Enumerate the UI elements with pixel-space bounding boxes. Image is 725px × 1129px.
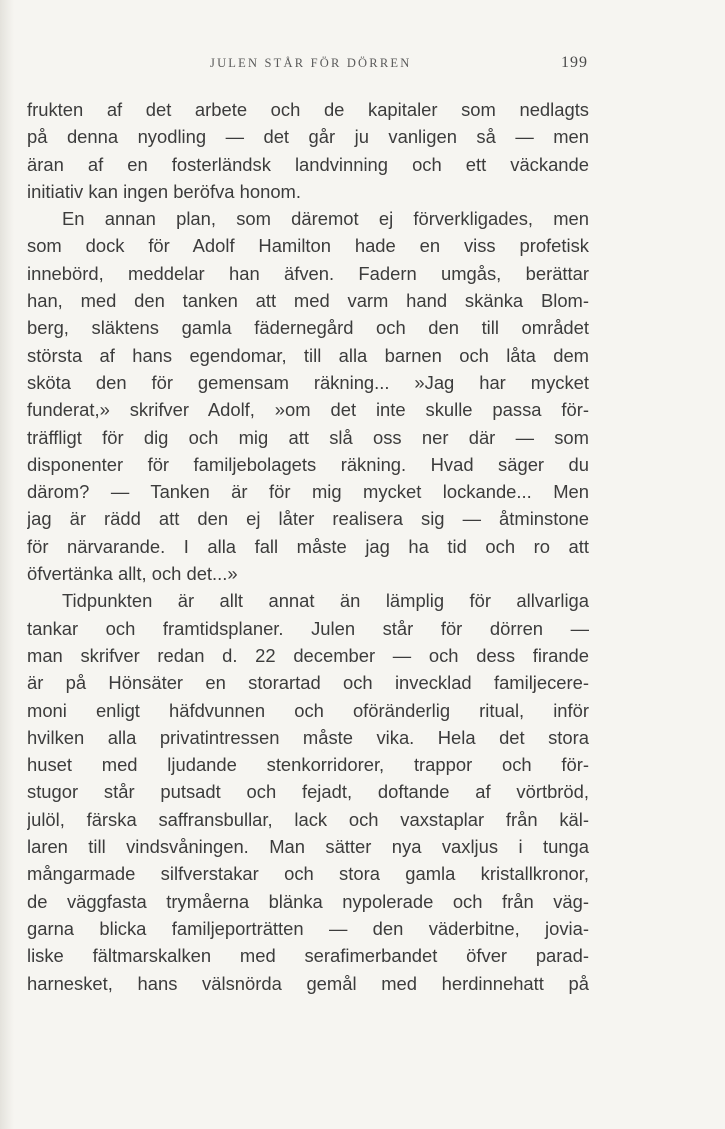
text-line: för närvarande. I alla fall måste jag ha tid och ro att xyxy=(27,535,589,557)
text-line: han, med den tanken att med varm hand skänka Blom- xyxy=(27,290,589,312)
text-line: laren till vindsvåningen. Man sätter nya vaxljus i tunga xyxy=(27,836,589,858)
page-gutter-shadow xyxy=(0,0,14,1129)
page-header xyxy=(0,56,725,80)
text-line: disponenter för familjebolagets räkning. Hvad säger du xyxy=(27,453,589,475)
text-line: mångarmade silfverstakar och stora gamla kristallkronor, xyxy=(27,863,589,885)
text-line: sköta den för gemensam räkning... »Jag har mycket xyxy=(27,371,589,393)
text-line: funderat,» skrifver Adolf, »om det inte skulle passa för- xyxy=(27,399,589,421)
text-line: huset med ljudande stenkorridorer, trappor och för- xyxy=(27,754,589,776)
text-line: största af hans egendomar, till alla barnen och låta dem xyxy=(27,344,589,366)
text-line: därom? — Tanken är för mig mycket lockande... Men xyxy=(27,481,589,503)
text-line: julöl, färska saffransbullar, lack och vaxstaplar från käl- xyxy=(27,808,589,830)
text-line: initiativ kan ingen beröfva honom. xyxy=(27,180,301,202)
body-text xyxy=(27,96,589,997)
text-line: öfvertänka allt, och det...» xyxy=(27,563,238,585)
text-line: på denna nyodling — det går ju vanligen så — men xyxy=(27,126,589,148)
text-line: träffligt för dig och mig att slå oss ner där — som xyxy=(27,426,589,448)
text-line: man skrifver redan d. 22 december — och dess firande xyxy=(27,644,589,666)
text-line: de väggfasta trymåerna blänka nypolerade och från väg- xyxy=(27,890,589,912)
text-line: En annan plan, som däremot ej förverkligades, men xyxy=(62,208,589,230)
text-line: innebörd, meddelar han äfven. Fadern umgås, berättar xyxy=(27,262,589,284)
text-line: garna blicka familjeporträtten — den väderbitne, jovia- xyxy=(27,917,589,939)
text-line: stugor står putsadt och fejadt, doftande af vörtbröd, xyxy=(27,781,589,803)
text-line: harnesket, hans välsnörda gemål med herdinnehatt på xyxy=(27,972,589,994)
text-line: är på Hönsäter en storartad och invecklad familjecere- xyxy=(27,672,589,694)
text-line: äran af en fosterländsk landvinning och ett väckande xyxy=(27,153,589,175)
text-line: Tidpunkten är allt annat än lämplig för allvarliga xyxy=(62,590,589,612)
text-line: berg, släktens gamla fädernegård och den till området xyxy=(27,317,589,339)
running-head: JULEN STÅR FÖR DÖRREN xyxy=(210,56,412,70)
text-line: jag är rädd att den ej låter realisera sig — åtminstone xyxy=(27,508,589,530)
text-line: som dock för Adolf Hamilton hade en viss profetisk xyxy=(27,235,589,257)
text-line: hvilken alla privatintressen måste vika. Hela det stora xyxy=(27,726,589,748)
text-line: moni enligt häfdvunnen och oföränderlig ritual, inför xyxy=(27,699,589,721)
text-line: frukten af det arbete och de kapitaler som nedlagts xyxy=(27,99,589,120)
text-line: tankar och framtidsplaner. Julen står för dörren — xyxy=(27,617,589,639)
text-line: liske fältmarskalken med serafimerbandet öfver parad- xyxy=(27,945,589,967)
page-number: 199 xyxy=(561,54,588,71)
